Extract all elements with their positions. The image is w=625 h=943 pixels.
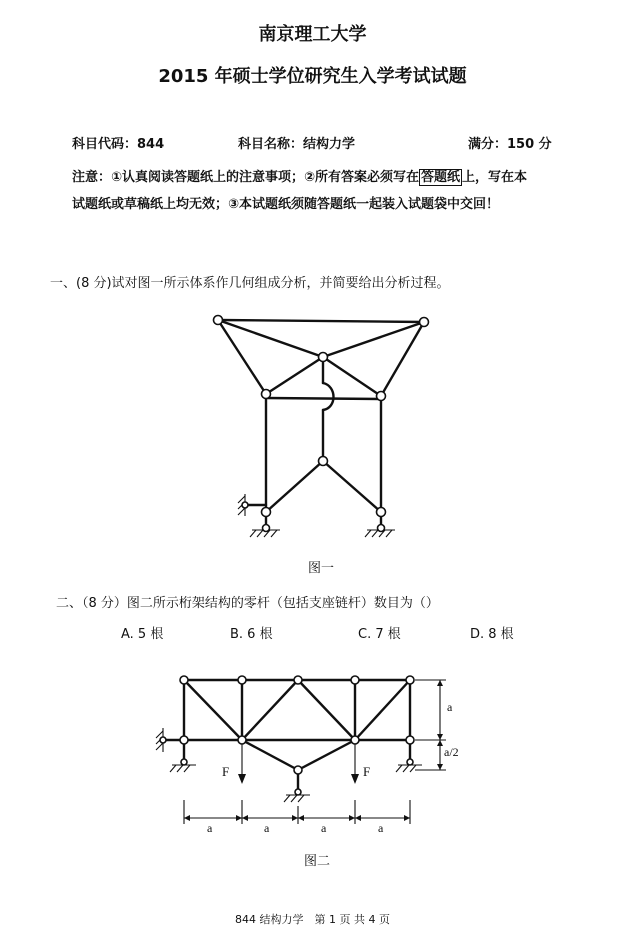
question-1-text: 一、(8 分)试对图一所示体系作几何组成分析，并简要给出分析过程。 bbox=[50, 276, 450, 291]
dim-a-2: a bbox=[264, 821, 270, 835]
dim-a-4: a bbox=[378, 821, 384, 835]
dim-a-3: a bbox=[321, 821, 327, 835]
figure-1-caption: 图一 bbox=[308, 561, 335, 576]
exam-title: 2015 年硕士学位研究生入学考试试题 bbox=[158, 66, 467, 87]
option-c: C. 7 根 bbox=[358, 627, 401, 642]
notice-line-1-pre: 注意：①认真阅读答题纸上的注意事项；②所有答案必须写在 bbox=[72, 170, 420, 185]
dim-half-vertical: a/2 bbox=[444, 745, 459, 759]
subject-name: 科目名称：结构力学 bbox=[238, 137, 356, 152]
dim-a-1: a bbox=[207, 821, 213, 835]
option-b: B. 6 根 bbox=[230, 627, 273, 642]
notice-line-1-post: 上，写在本 bbox=[462, 170, 528, 185]
option-a: A. 5 根 bbox=[121, 627, 164, 642]
notice-boxed-word: 答题纸 bbox=[421, 170, 461, 185]
full-score: 满分：150 分 bbox=[468, 137, 552, 152]
option-d: D. 8 根 bbox=[470, 627, 514, 642]
notice-line-2: 试题纸或草稿纸上均无效；③本试题纸须随答题纸一起装入试题袋中交回！ bbox=[72, 197, 500, 212]
load-label-left: F bbox=[222, 764, 230, 779]
subject-code: 科目代码：844 bbox=[72, 137, 165, 152]
dim-a-vertical: a bbox=[447, 700, 453, 714]
question-2-text: 二、（8 分）图二所示桁架结构的零杆（包括支座链杆）数目为（） bbox=[56, 596, 439, 611]
university-title: 南京理工大学 bbox=[258, 24, 367, 45]
page-footer: 844 结构力学 第 1 页 共 4 页 bbox=[235, 913, 390, 926]
load-label-right: F bbox=[363, 764, 371, 779]
figure-2-caption: 图二 bbox=[304, 854, 331, 869]
